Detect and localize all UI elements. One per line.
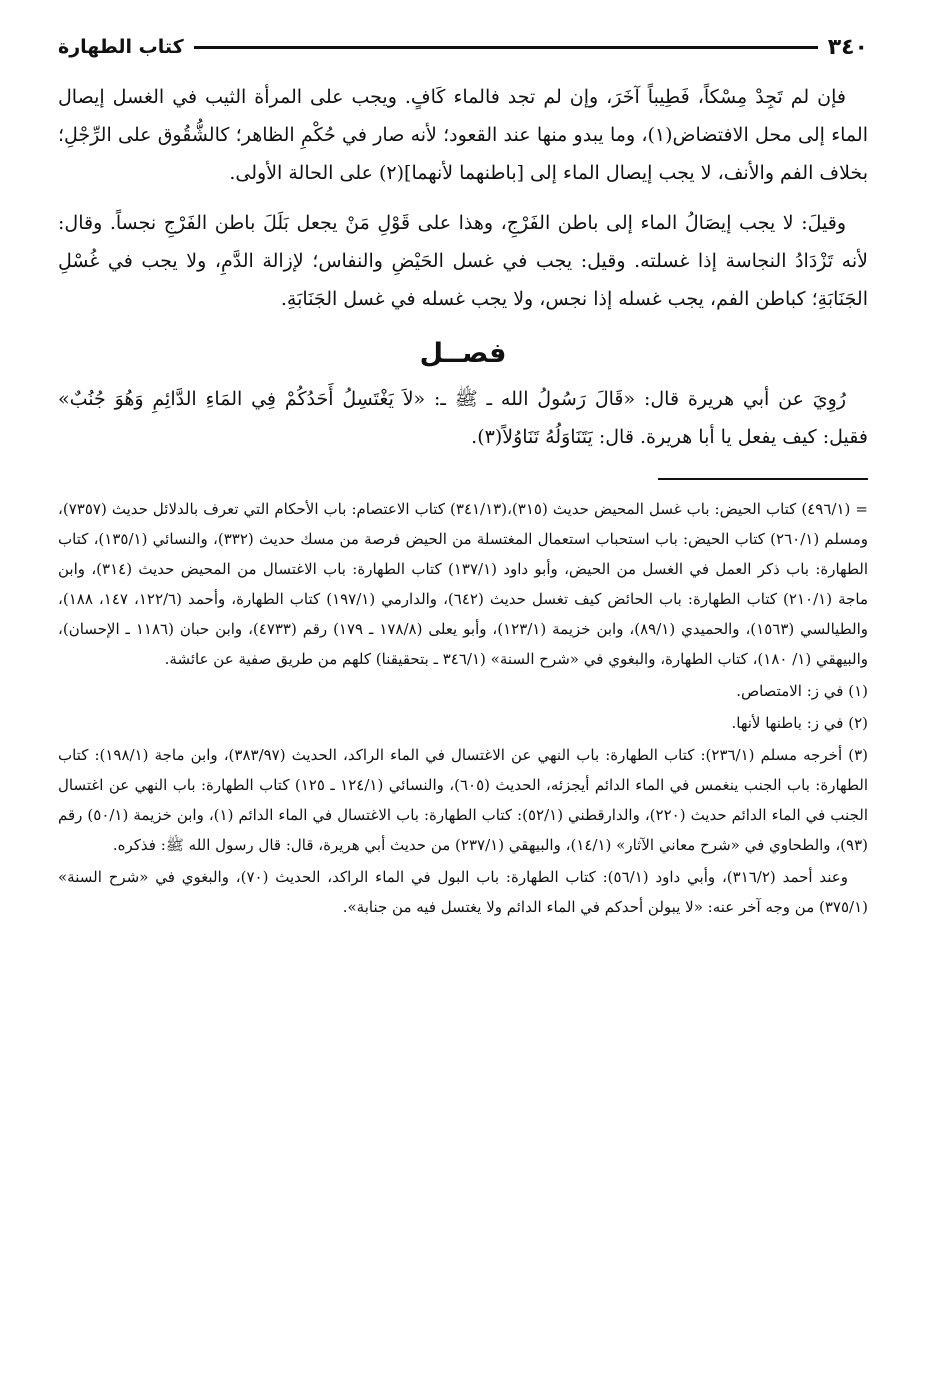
section-heading: فصــل [419, 338, 507, 369]
footnotes [58, 494, 868, 922]
footnote-rule [658, 478, 868, 480]
book-title: كتاب الطهارة [58, 36, 184, 58]
body-text [58, 78, 868, 456]
footnote: (٢) في ز: باطنها لأنها. [731, 714, 868, 732]
book-page [58, 30, 868, 924]
footnote: (١) في ز: الامتصاص. [736, 682, 868, 700]
paragraph: رُوِيَ عن أبي هريرة قال: «قَالَ رَسُولُ الله ـ ﷺ ـ: «لاَ يَغْتَسِلُ أَحَدُكُمْ فِي المَاءِ الدَّائِمِ وَهُوَ جُنُبٌ» فقيل: كيف يفعل يا أبا هريرة. قال: يَتَنَاوَلُهُ تَنَاوُلاً(٣). [58, 388, 868, 448]
paragraph: فإن لم تَجِدْ مِسْكاً، فَطِيباً آخَرَ، وإن لم تجد فالماء كَافٍ. ويجب على المرأة الثيب في الغسل إيصال الماء إلى محل الافتضاض(١)، وما يبدو منها عند القعود؛ لأنه صار في حُكْمِ الظاهر؛ كالشُّقُوق على الرِّجْلِ؛ بخلاف الفم والأنف، لا يجب إيصال الماء إلى [باطنهما لأنهما](٢) على الحالة الأولى. [58, 86, 868, 184]
footnote-continuation: = (٤٩٦/١) كتاب الحيض: باب غسل المحيض حديث (٣١٥)،(٣٤١/١٣) كتاب الاعتصام: باب الأحكام التي تعرف بالدلائل حديث (٧٣٥٧)، ومسلم (٢٦٠/١) كتاب الحيض: باب استحباب استعمال المغتسلة من الحيض فرصة من مسك حديث (٣٣٢)، والنسائي (١٣٥/١)، كتاب الطهارة: باب ذكر العمل في الغسل من الحيض، وأبو داود (١٣٧/١) كتاب الطهارة: باب الاغتسال من المحيض حديث (٣١٤)، وابن ماجة (٢١٠/١) كتاب الطهارة: باب الحائض كيف تغسل حديث (٦٤٢)، والدارمي (١٩٧/١) كتاب الطهارة، وأحمد (١٢٢/٦، ١٤٧، ١٨٨)، والطيالسي (١٥٦٣)، والحميدي (٨٩/١)، وابن خزيمة (١٢٣/١)، وأبو يعلى (١٧٨/٨ ـ ١٧٩) رقم (٤٧٣٣)، وابن حبان (١١٨٦ ـ الإحسان)، والبيهقي (١/ ١٨٠)، كتاب الطهارة، والبغوي في «شرح السنة» (٣٤٦/١ ـ بتحقيقنا) كلهم من طريق صفية عن عائشة. [58, 500, 869, 668]
footnote: (٣) أخرجه مسلم (٢٣٦/١): كتاب الطهارة: باب النهي عن الاغتسال في الماء الراكد، الحديث (٣٨٣/٩٧)، وابن ماجة (١٩٨/١): كتاب الطهارة: باب الجنب ينغمس في الماء الدائم أيجزئه، الحديث (٦٠٥)، والنسائي (١٢٤/١ ـ ١٢٥) كتاب الطهارة: باب النهي عن اغتسال الجنب في الماء الدائم حديث (٢٢٠)، والدارقطني (٥٢/١): كتاب الطهارة: باب الاغتسال في الماء الدائم (١)، وابن خزيمة (٥٠/١) رقم (٩٣)، والطحاوي في «شرح معاني الآثار» (١٤/١)، والبيهقي (٢٣٧/١) من حديث أبي هريرة، قال: قال رسول الله ﷺ: فذكره. [58, 746, 868, 854]
page-number: ٣٤٠ [827, 34, 868, 60]
header-rule [194, 46, 818, 49]
footnote-continuation: وعند أحمد (٣١٦/٢)، وأبي داود (٥٦/١): كتاب الطهارة: باب البول في الماء الراكد، الحديث (٧٠)، والبغوي في «شرح السنة» (٣٧٥/١) من وجه آخر عنه: «لا يبولن أحدكم في الماء الدائم ولا يغتسل فيه من جنابة». [58, 868, 868, 916]
running-header [58, 30, 868, 64]
paragraph: وقيلَ: لا يجب إيصَالُ الماء إلى باطن الفَرْجِ، وهذا على قَوْلِ مَنْ يجعل بَلَلَ باطن الفَرْجِ نجساً. وقال: لأنه تَزْدَادُ النجاسة إذا غسلته. وقيل: يجب في غسل الحَيْضِ والنفاس؛ لإزالة الدَّمِ، ولا يجب في غُسْلِ الجَنَابَةِ؛ كباطن الفم، يجب غسله إذا نجس، ولا يجب غسله في غسل الجَنَابَةِ. [58, 212, 868, 310]
